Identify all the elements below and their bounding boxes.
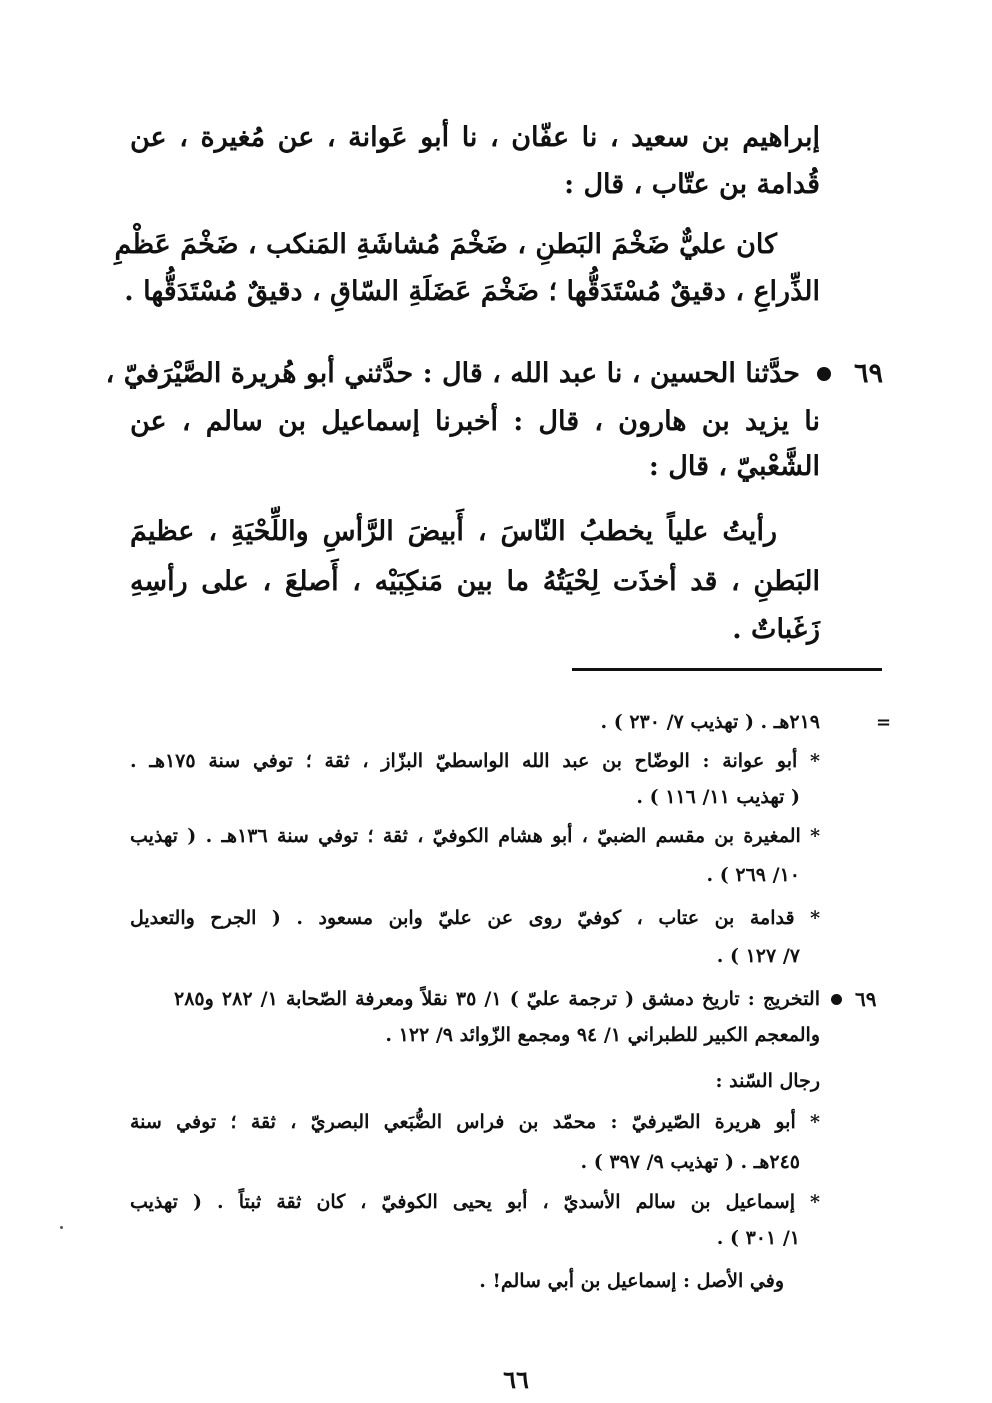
hadith-line3: الشَّعْبيّ ، قال : [648,451,820,482]
narrator-abu-hurayra-line2: ٢٤٥هـ . ( تهذيب ٩/ ٣٩٧ ) . [580,1151,800,1173]
narrator-ismail-line1: * إسماعيل بن سالم الأسديّ ، أبو يحيى الكوفيّ ، كان ثقة ثبتاً . ( تهذيب [130,1191,820,1213]
para1-line2: قُدامة بن عتّاب ، قال : [564,169,820,200]
page-number: ٦٦ [503,1365,529,1394]
narrator-mughira-line1: * المغيرة بن مقسم الضبيّ ، أبو هشام الكوفيّ ، ثقة ؛ توفي سنة ١٣٦هـ . ( تهذيب [130,825,820,847]
footnote-first-line: ٢١٩هـ . ( تهذيب ٧/ ٢٣٠ ) . [600,711,820,733]
takhrij-line2: والمعجم الكبير للطبراني ١/ ٩٤ ومجمع الزّوائد ٩/ ١٢٢ . [385,1024,820,1046]
quote1-line2: الذِّراعِ ، دقيقٌ مُسْتَدَقُّها ؛ ضَخْمَ عَضَلَةِ السّاقِ ، دقيقٌ مُسْتَدَقُّها . [124,276,820,307]
narrator-abu-awana-line1: * أبو عوانة : الوضّاح بن عبد الله الواسطيّ البزّاز ، ثقة ؛ توفي سنة ١٧٥هـ . [130,750,820,772]
continuation-mark: = [876,712,892,733]
narrator-ismail-line2: ١/ ٣٠١ ) . [716,1227,800,1249]
narrator-mughira-line2: ١٠/ ٢٦٩ ) . [706,864,800,886]
hadith-bullet [817,367,831,381]
takhrij-number: ٦٩ [855,987,877,1011]
narrator-qudama-line2: ٧/ ١٢٧ ) . [716,945,800,967]
footnote-separator [572,668,882,671]
hadith-number: ٦٩ [854,358,884,389]
narrator-abu-hurayra-line1: * أبو هريرة الصّيرفيّ : محمّد بن فراس الضُّبَعي البصريّ ، ثقة ؛ توفي سنة [130,1111,820,1133]
quote2-line2: البَطنِ ، قد أخذَت لِحْيَتُهُ ما بين مَنكِبَيْه ، أَصلعَ ، على رأسِهِ [130,566,820,597]
narrator-qudama-line1: * قدامة بن عتاب ، كوفيّ روى عن عليّ وابن مسعود . ( الجرح والتعديل [130,907,820,929]
hadith-line2: نا يزيد بن هارون ، قال : أخبرنا إسماعيل بن سالم ، عن [130,406,820,437]
quote1-line1: كان عليٌّ ضَخْمَ البَطنِ ، ضَخْمَ مُشاشَةِ المَنكب ، ضَخْمَ عَظْمِ [114,229,777,260]
hadith-line1: حدَّثنا الحسين ، نا عبد الله ، قال : حدَّثني أبو هُريرة الصَّيْرَفيّ ، [105,358,800,389]
final-note: وفي الأصل : إسماعيل بن أبي سالم! . [479,1270,784,1292]
takhrij-line1: التخريج : تاريخ دمشق ( ترجمة عليّ ) ١/ ٣٥ نقلاً ومعرفة الصّحابة ١/ ٢٨٢ و٢٨٥ [174,988,820,1010]
takhrij-bullet [831,994,842,1005]
scan-speck [60,1226,63,1229]
para1-line1: إبراهيم بن سعيد ، نا عفّان ، نا أبو عَوانة ، عن مُغيرة ، عن [130,122,820,153]
rijal-heading: رجال السّند : [715,1070,820,1092]
quote2-line3: زَغَباتٌ . [732,614,820,645]
narrator-abu-awana-line2: ( تهذيب ١١/ ١١٦ ) . [636,786,800,808]
quote2-line1: رأيتُ علياً يخطبُ النّاسَ ، أَبيضَ الرَّأسِ واللِّحْيَةِ ، عظيمَ [130,516,777,547]
